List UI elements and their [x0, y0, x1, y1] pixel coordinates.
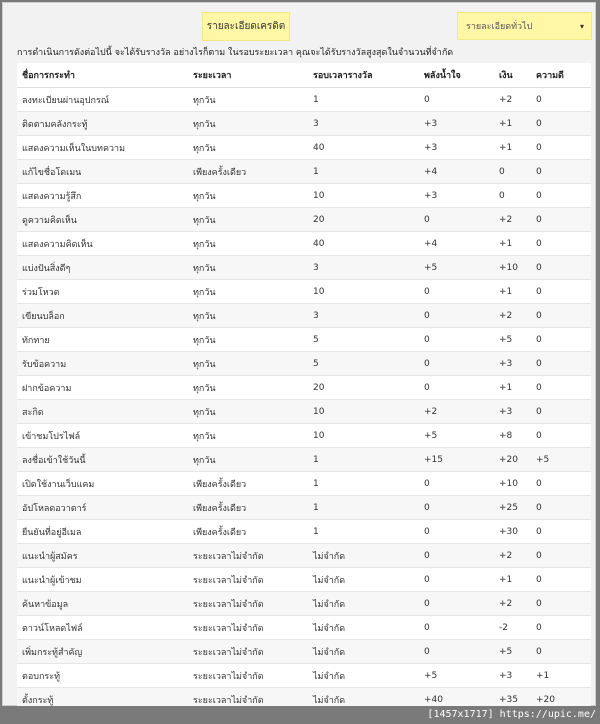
cell-money: +5	[499, 334, 513, 345]
cell-period: ทุกวัน	[193, 335, 216, 346]
cell-action: แนะนำผู้สมัคร	[22, 551, 78, 562]
cell-action: อัปโหลดอวาตาร์	[22, 503, 87, 514]
cell-money: +1	[499, 238, 513, 249]
cell-goodwill: 0	[424, 334, 430, 345]
cell-cycle: ไม่จำกัด	[313, 647, 346, 658]
cell-goodness: 0	[536, 622, 542, 633]
cell-goodness: 0	[536, 214, 542, 225]
cell-action: ลงชื่อเข้าใช้วันนี้	[22, 455, 86, 466]
table-row	[17, 400, 591, 424]
cell-goodwill: 0	[424, 574, 430, 585]
cell-goodness: 0	[536, 238, 542, 249]
cell-cycle: 40	[313, 142, 325, 153]
cell-action: แสดงความเห็นในบทความ	[22, 143, 126, 154]
cell-money: +3	[499, 406, 513, 417]
cell-goodwill: 0	[424, 286, 430, 297]
cell-goodwill: +5	[424, 262, 438, 273]
cell-goodwill: +4	[424, 166, 438, 177]
table-row	[17, 544, 591, 568]
header-goodness: ความดี	[536, 71, 564, 81]
cell-goodness: 0	[536, 526, 542, 537]
table-header-row	[17, 63, 591, 88]
cell-action: แสดงความรู้สึก	[22, 191, 82, 202]
cell-money: +1	[499, 382, 513, 393]
cell-goodwill: +3	[424, 118, 438, 129]
cell-cycle: 1	[313, 502, 319, 513]
cell-money: +8	[499, 430, 513, 441]
cell-money: +2	[499, 550, 513, 561]
table-row	[17, 448, 591, 472]
cell-cycle: ไม่จำกัด	[313, 551, 346, 562]
cell-period: ระยะเวลาไม่จำกัด	[193, 575, 264, 586]
table-body	[17, 88, 591, 712]
cell-goodness: 0	[536, 118, 542, 129]
cell-goodwill: 0	[424, 550, 430, 561]
cell-period: ทุกวัน	[193, 287, 216, 298]
cell-goodness: 0	[536, 142, 542, 153]
cell-action: ร่วมโหวต	[22, 287, 60, 298]
cell-goodness: 0	[536, 430, 542, 441]
cell-money: +10	[499, 478, 518, 489]
cell-money: 0	[499, 190, 505, 201]
cell-goodwill: +15	[424, 454, 443, 465]
detail-type-select[interactable]	[457, 12, 592, 40]
cell-period: ระยะเวลาไม่จำกัด	[193, 551, 264, 562]
cell-goodness: 0	[536, 190, 542, 201]
table-row	[17, 376, 591, 400]
cell-action: สะกิด	[22, 407, 44, 418]
cell-action: ทักทาย	[22, 335, 50, 346]
cell-action: เขียนบล็อก	[22, 311, 65, 322]
table-row	[17, 664, 591, 688]
cell-period: ทุกวัน	[193, 95, 216, 106]
cell-goodness: 0	[536, 574, 542, 585]
cell-goodwill: +3	[424, 190, 438, 201]
table-row	[17, 424, 591, 448]
cell-period: ทุกวัน	[193, 119, 216, 130]
cell-goodness: 0	[536, 286, 542, 297]
cell-action: เปิดใช้งานเว็บแคม	[22, 479, 95, 490]
cell-goodwill: 0	[424, 310, 430, 321]
cell-money: +1	[499, 142, 513, 153]
cell-action: แนะนำผู้เข้าชม	[22, 575, 82, 586]
cell-period: ระยะเวลาไม่จำกัด	[193, 671, 264, 682]
table-row	[17, 592, 591, 616]
cell-action: เข้าชมโปรไฟล์	[22, 431, 81, 442]
cell-period: ทุกวัน	[193, 263, 216, 274]
cell-goodwill: +2	[424, 406, 438, 417]
cell-period: ระยะเวลาไม่จำกัด	[193, 695, 264, 706]
cell-cycle: ไม่จำกัด	[313, 695, 346, 706]
cell-money: -2	[499, 622, 508, 633]
cell-period: เพียงครั้งเดียว	[193, 503, 247, 514]
cell-cycle: 1	[313, 454, 319, 465]
cell-goodness: +5	[536, 454, 550, 465]
table-row	[17, 640, 591, 664]
credit-panel	[2, 2, 596, 706]
cell-goodwill: 0	[424, 502, 430, 513]
cell-goodness: 0	[536, 94, 542, 105]
cell-goodness: 0	[536, 478, 542, 489]
cell-goodwill: +5	[424, 670, 438, 681]
cell-cycle: 5	[313, 334, 319, 345]
table-row	[17, 256, 591, 280]
cell-cycle: 3	[313, 262, 319, 273]
cell-cycle: 3	[313, 118, 319, 129]
cell-goodness: 0	[536, 382, 542, 393]
cell-period: ระยะเวลาไม่จำกัด	[193, 599, 264, 610]
cell-goodness: 0	[536, 334, 542, 345]
cell-cycle: 10	[313, 190, 325, 201]
cell-money: +2	[499, 94, 513, 105]
cell-action: แบ่งปันสิ่งดีๆ	[22, 263, 71, 274]
header-goodwill: พลังน้ำใจ	[424, 71, 461, 81]
table-row	[17, 184, 591, 208]
cell-period: ทุกวัน	[193, 215, 216, 226]
cell-money: +2	[499, 598, 513, 609]
cell-goodwill: 0	[424, 646, 430, 657]
cell-cycle: 10	[313, 430, 325, 441]
table-row	[17, 232, 591, 256]
cell-goodwill: +40	[424, 694, 443, 705]
cell-money: +10	[499, 262, 518, 273]
cell-action: ตั้งกระทู้	[22, 695, 54, 706]
table-row	[17, 280, 591, 304]
cell-money: +2	[499, 214, 513, 225]
table-row	[17, 496, 591, 520]
header-period: ระยะเวลา	[193, 71, 232, 81]
cell-period: ทุกวัน	[193, 239, 216, 250]
cell-goodness: 0	[536, 262, 542, 273]
cell-action: แสดงความคิดเห็น	[22, 239, 93, 250]
cell-money: +2	[499, 310, 513, 321]
table-row	[17, 160, 591, 184]
cell-goodness: 0	[536, 358, 542, 369]
table-row	[17, 136, 591, 160]
cell-money: +20	[499, 454, 518, 465]
cell-goodwill: +4	[424, 238, 438, 249]
select-value: รายละเอียดทั่วไป	[466, 22, 533, 32]
cell-cycle: ไม่จำกัด	[313, 575, 346, 586]
cell-cycle: 10	[313, 286, 325, 297]
cell-money: 0	[499, 166, 505, 177]
cell-money: +30	[499, 526, 518, 537]
cell-period: ทุกวัน	[193, 143, 216, 154]
cell-cycle: 1	[313, 478, 319, 489]
cell-period: ทุกวัน	[193, 455, 216, 466]
cell-action: ตอบกระทู้	[22, 671, 61, 682]
table-row	[17, 88, 591, 112]
cell-goodness: 0	[536, 502, 542, 513]
header-action: ชื่อการกระทำ	[22, 71, 75, 81]
cell-period: ทุกวัน	[193, 383, 216, 394]
table-row	[17, 520, 591, 544]
cell-cycle: 3	[313, 310, 319, 321]
cell-period: ทุกวัน	[193, 191, 216, 202]
chevron-down-icon: ▾	[579, 22, 584, 31]
cell-goodwill: 0	[424, 478, 430, 489]
cell-money: +35	[499, 694, 518, 705]
cell-period: ทุกวัน	[193, 359, 216, 370]
credit-table	[17, 63, 591, 712]
cell-action: ดาวน์โหลดไฟล์	[22, 623, 83, 634]
tab-credit-detail[interactable]: รายละเอียดเครดิต	[202, 12, 290, 41]
table-row	[17, 472, 591, 496]
watermark-text: [1457x1717] https://upic.me/	[427, 709, 596, 720]
cell-goodness: 0	[536, 310, 542, 321]
cell-goodness: 0	[536, 598, 542, 609]
cell-period: เพียงครั้งเดียว	[193, 479, 247, 490]
description-text: การดำเนินการดังต่อไปนี้ จะได้รับรางวัล อย่างไรก็ตาม ในรอบระยะเวลา คุณจะได้รับรางวัลสูงสุดในจำนวนที่จำกัด	[17, 48, 454, 58]
cell-period: ทุกวัน	[193, 431, 216, 442]
cell-money: +1	[499, 286, 513, 297]
cell-money: +3	[499, 358, 513, 369]
cell-goodness: 0	[536, 406, 542, 417]
table-row	[17, 568, 591, 592]
cell-cycle: ไม่จำกัด	[313, 623, 346, 634]
cell-period: ทุกวัน	[193, 407, 216, 418]
cell-period: ทุกวัน	[193, 311, 216, 322]
cell-goodwill: 0	[424, 382, 430, 393]
table-row	[17, 352, 591, 376]
cell-action: ยืนยันที่อยู่อีเมล	[22, 527, 82, 538]
cell-goodwill: 0	[424, 526, 430, 537]
cell-goodness: 0	[536, 166, 542, 177]
table-row	[17, 112, 591, 136]
cell-action: รับข้อความ	[22, 359, 67, 370]
cell-goodwill: 0	[424, 214, 430, 225]
header-cycle: รอบเวลารางวัล	[313, 71, 373, 81]
cell-money: +1	[499, 574, 513, 585]
cell-goodwill: +3	[424, 142, 438, 153]
cell-cycle: ไม่จำกัด	[313, 599, 346, 610]
cell-goodwill: 0	[424, 598, 430, 609]
table-row	[17, 208, 591, 232]
cell-action: ลงทะเบียนผ่านอุปกรณ์	[22, 95, 110, 106]
cell-money: +5	[499, 646, 513, 657]
cell-action: แก้ไขชื่อโดเมน	[22, 167, 82, 178]
cell-period: เพียงครั้งเดียว	[193, 167, 247, 178]
cell-action: ฝากข้อความ	[22, 383, 72, 394]
cell-money: +1	[499, 118, 513, 129]
cell-cycle: 1	[313, 166, 319, 177]
cell-action: ติดตามคลังกระทู้	[22, 119, 88, 130]
table-row	[17, 328, 591, 352]
cell-money: +3	[499, 670, 513, 681]
cell-goodwill: +5	[424, 430, 438, 441]
cell-action: ดูความคิดเห็น	[22, 215, 77, 226]
cell-cycle: 40	[313, 238, 325, 249]
cell-action: ค้นหาข้อมูล	[22, 599, 69, 610]
cell-cycle: 5	[313, 358, 319, 369]
cell-goodness: +20	[536, 694, 555, 705]
table-row	[17, 616, 591, 640]
table-row	[17, 304, 591, 328]
cell-goodness: +1	[536, 670, 550, 681]
header-money: เงิน	[499, 71, 513, 81]
cell-cycle: 20	[313, 214, 325, 225]
cell-period: ระยะเวลาไม่จำกัด	[193, 647, 264, 658]
cell-period: ระยะเวลาไม่จำกัด	[193, 623, 264, 634]
cell-cycle: 1	[313, 94, 319, 105]
cell-goodness: 0	[536, 550, 542, 561]
cell-cycle: 10	[313, 406, 325, 417]
cell-cycle: ไม่จำกัด	[313, 671, 346, 682]
cell-cycle: 1	[313, 526, 319, 537]
cell-goodness: 0	[536, 646, 542, 657]
cell-period: เพียงครั้งเดียว	[193, 527, 247, 538]
cell-goodwill: 0	[424, 94, 430, 105]
cell-goodwill: 0	[424, 622, 430, 633]
cell-goodwill: 0	[424, 358, 430, 369]
cell-cycle: 20	[313, 382, 325, 393]
cell-action: เพิ่มกระทู้สำคัญ	[22, 647, 83, 658]
cell-money: +25	[499, 502, 518, 513]
